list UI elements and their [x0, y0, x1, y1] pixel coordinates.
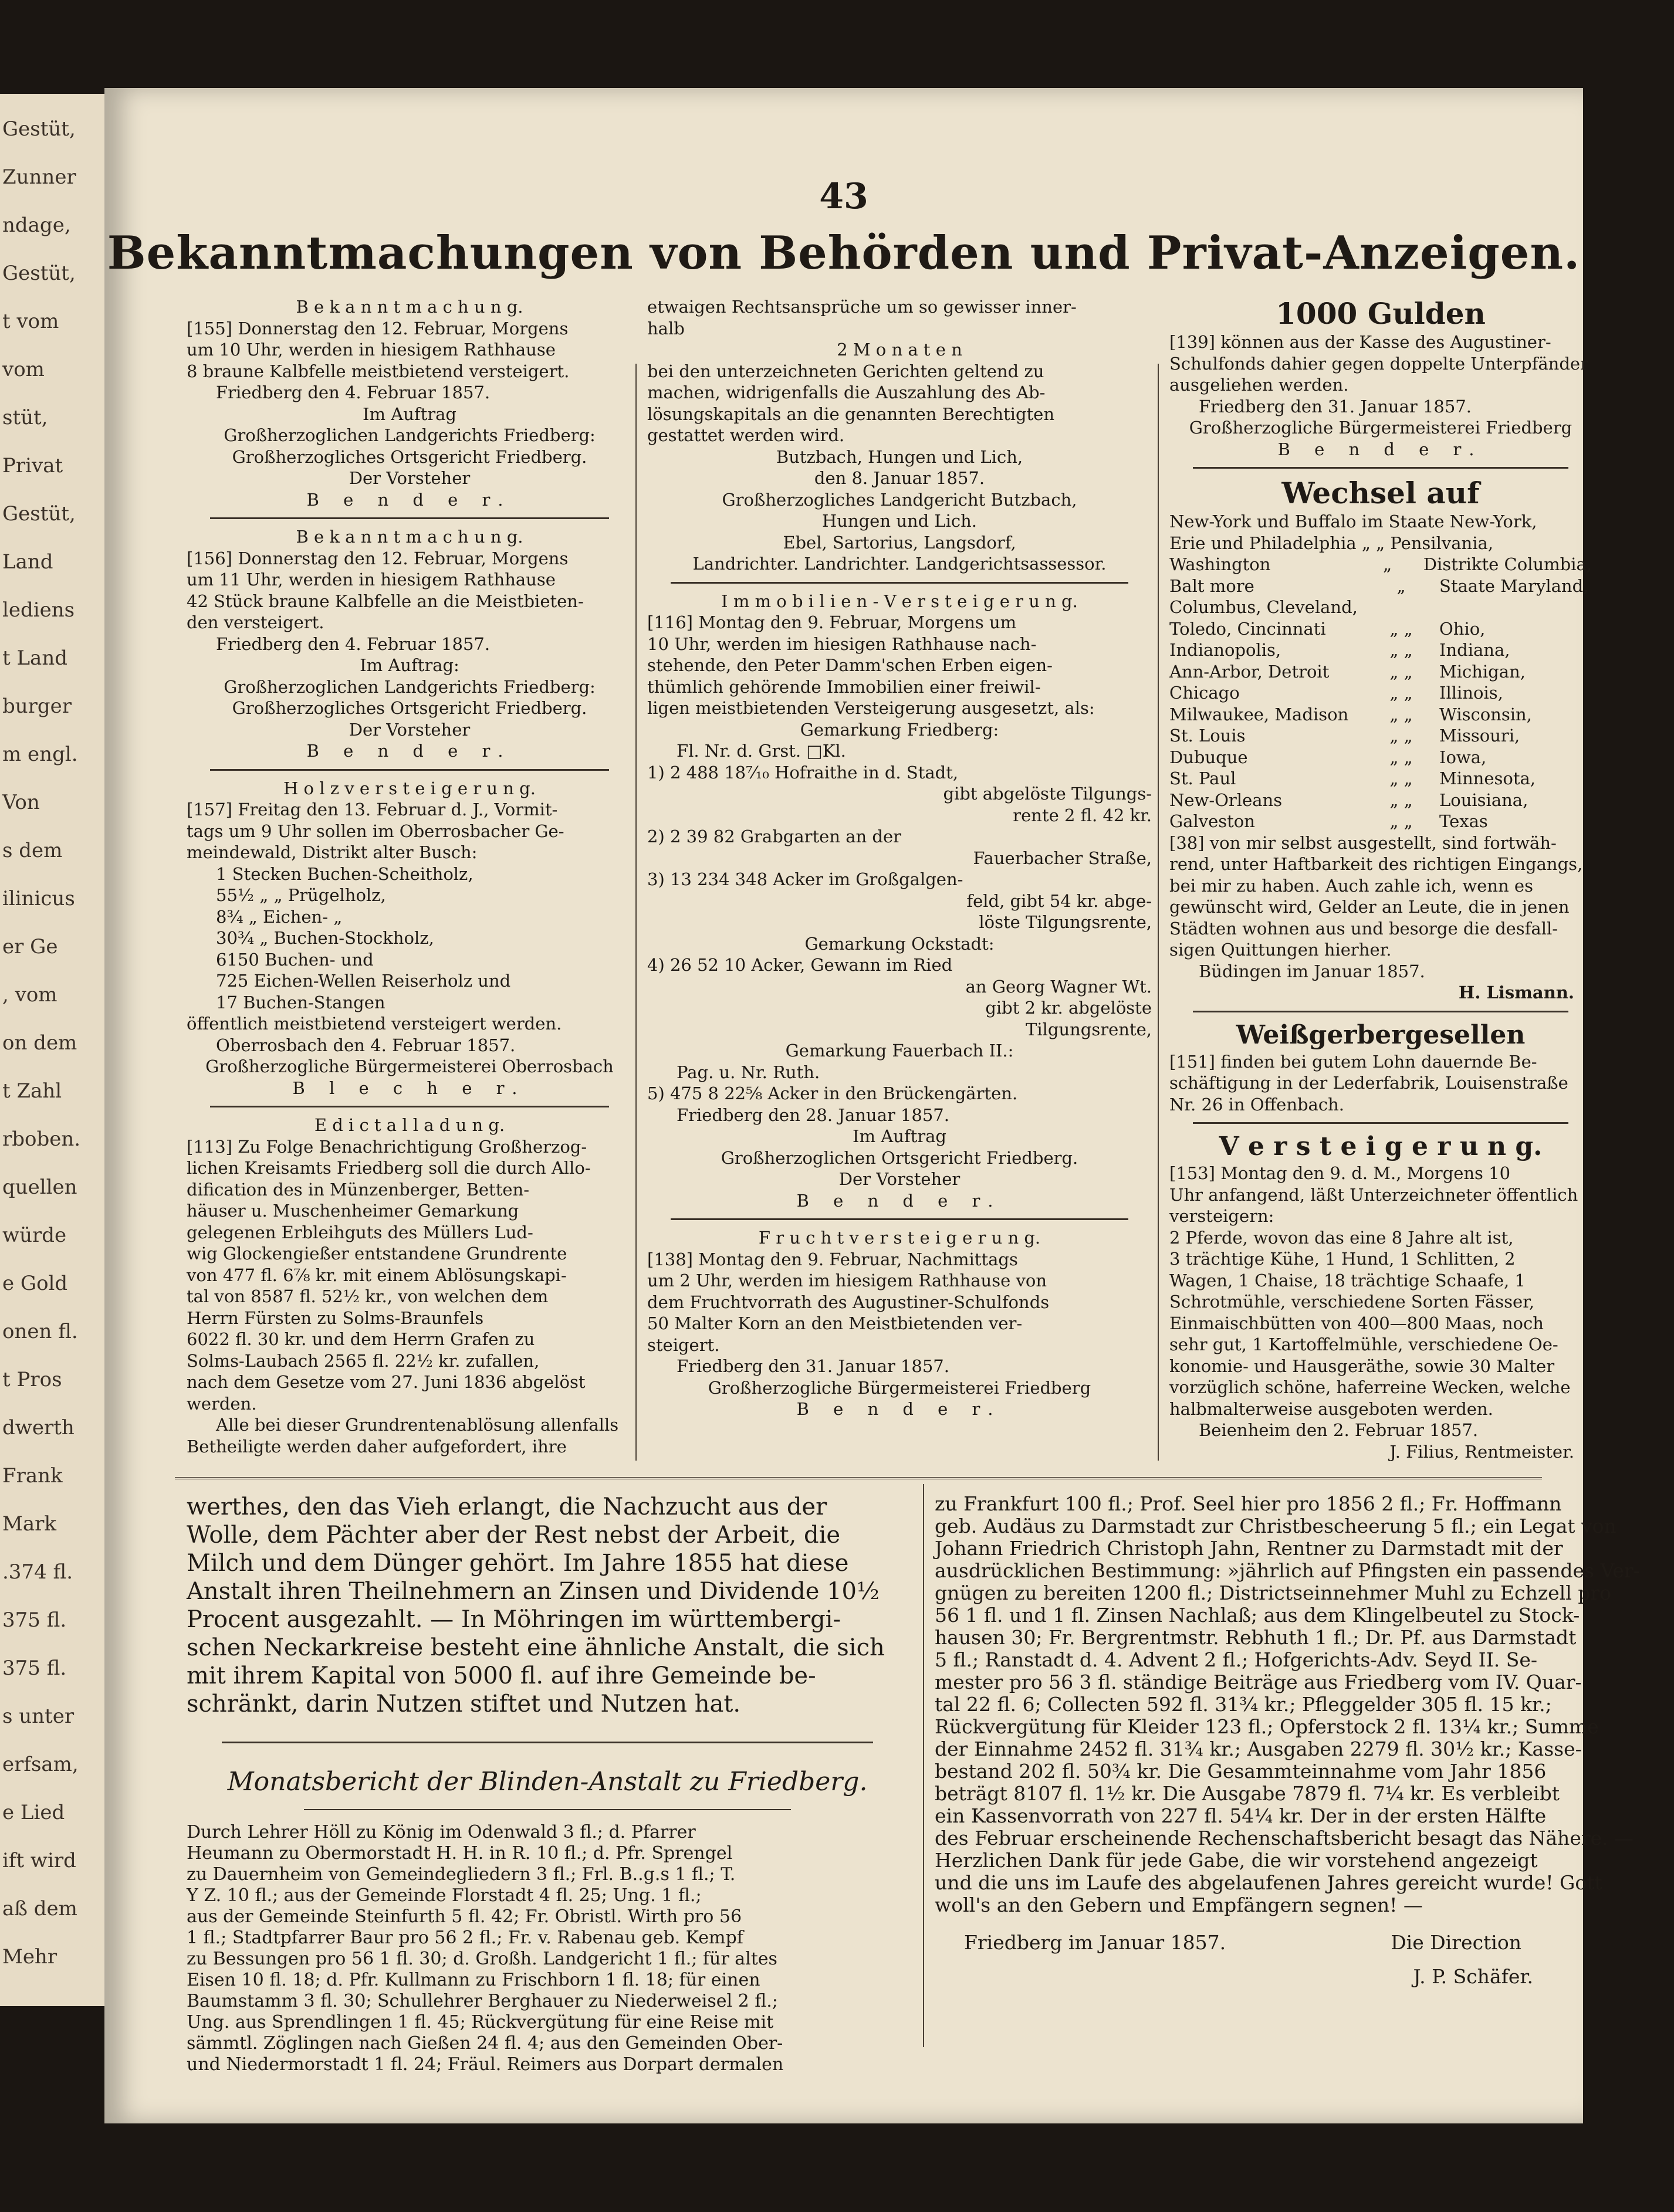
text-line: Der Vorsteher	[838, 1169, 961, 1189]
text-line: 1 Stecken Buchen-Scheitholz,	[216, 863, 474, 884]
text-line: vorzüglich schöne, haferreine Wecken, welche	[1169, 1377, 1571, 1397]
text-line: bei mir zu haben. Auch zahle ich, wenn es	[1169, 875, 1533, 896]
margin-fragment: Frank	[2, 1464, 63, 1488]
margin-fragment: on dem	[2, 1031, 77, 1055]
text-line: 1 fl.; Stadtpfarrer Baur pro 56 2 fl.; Fr. v. Rabenau geb. Kempf	[187, 1928, 743, 1948]
divider	[1193, 1122, 1568, 1124]
text-line: Friedberg den 4. Februar 1857.	[216, 634, 491, 654]
text-line: [139] können aus der Kasse des Augustiner-	[1169, 332, 1551, 352]
text-line: Ebel, Sartorius, Langsdorf,	[783, 532, 1016, 553]
text-line: häuser u. Muschenheimer Gemarkung	[187, 1201, 519, 1221]
margin-fragment: .374 fl.	[2, 1560, 73, 1584]
text-line: 10 Uhr, werden im hiesigen Rathhause nach-	[647, 634, 1037, 654]
text-line: Im Auftrag:	[360, 655, 459, 675]
exchange-row	[1169, 704, 1592, 726]
text-line: Uhr anfangend, läßt Unterzeichneter öffentlich	[1169, 1184, 1578, 1205]
wechsel-heading: Wechsel auf	[1281, 476, 1480, 510]
text-line: aus der Gemeinde Steinfurth 5 fl. 42; Fr. Obristl. Wirth pro 56	[187, 1906, 742, 1927]
text-line: Durch Lehrer Höll zu König im Odenwald 3 fl.; d. Pfarrer	[187, 1822, 696, 1842]
exchange-state: Louisiana,	[1439, 790, 1528, 810]
exchange-place: Columbus, Cleveland,	[1169, 597, 1358, 617]
margin-fragment: t vom	[2, 310, 59, 333]
text-line: rente 2 fl. 42 kr.	[1013, 805, 1152, 825]
text-line: [113] Zu Folge Benachrichtigung Großherzog-	[187, 1136, 587, 1157]
margin-fragment: s dem	[2, 839, 63, 862]
text-line: um 10 Uhr, werden in hiesigem Rathhause	[187, 340, 556, 360]
text-line: Wolle, dem Pächter aber der Rest nebst der Arbeit, die	[187, 1522, 841, 1549]
text-line: Großherzogliches Ortsgericht Friedberg.	[232, 446, 587, 467]
text-line: öffentlich meistbietend versteigert werden.	[187, 1014, 562, 1034]
text-line: schäftigung in der Lederfabrik, Louisenstraße	[1169, 1073, 1568, 1093]
margin-fragment: burger	[2, 695, 72, 718]
text-line: an Georg Wagner Wt.	[965, 976, 1152, 997]
bottom-left-column	[187, 1493, 908, 2075]
margin-fragment: Mark	[2, 1512, 56, 1536]
text-line: hausen 30; Fr. Bergrentmstr. Rebhuth 1 fl.; Dr. Pf. aus Darmstadt	[935, 1626, 1577, 1649]
text-line: sämmtl. Zöglingen nach Gießen 24 fl. 4; aus den Gemeinden Ober-	[187, 2033, 783, 2054]
text-line: schränkt, darin Nutzen stiftet und Nutzen hat.	[187, 1691, 741, 1718]
ditto-marks: „ „	[1389, 683, 1413, 703]
adjacent-page-edge	[0, 94, 110, 2006]
text-line: Friedberg den 31. Januar 1857.	[677, 1356, 949, 1376]
ditto-marks: „ „	[1389, 640, 1413, 660]
text-line: Oberrosbach den 4. Februar 1857.	[216, 1035, 516, 1055]
text-line: 725 Eichen-Wellen Reiserholz und	[216, 971, 511, 991]
margin-fragment: Mehr	[2, 1945, 58, 1969]
text-line: Schulfonds dahier gegen doppelte Unterpfänder	[1169, 353, 1588, 374]
exchange-row	[1169, 811, 1592, 832]
signature: Die Direction	[1391, 1931, 1521, 1954]
text-line: [153] Montag den 9. d. M., Morgens 10	[1169, 1163, 1511, 1183]
text-line: [138] Montag den 9. Februar, Nachmittags	[647, 1249, 1018, 1269]
text-line: Großherzogliche Bürgermeisterei Oberrosbach	[205, 1056, 614, 1076]
text-line: Heumann zu Obermorstadt H. H. in R. 10 fl.; d. Pfr. Sprengel	[187, 1843, 733, 1864]
text-line: Friedberg den 4. Februar 1857.	[216, 382, 491, 402]
margin-fragment: Privat	[2, 454, 63, 477]
margin-fragment: ilinicus	[2, 887, 75, 910]
text-line: der Einnahme 2452 fl. 31¾ kr.; Ausgaben 2279 fl. 30½ kr.; Kasse-	[935, 1737, 1582, 1760]
text-line: Baumstamm 3 fl. 30; Schullehrer Berghauer zu Niederweisel 2 fl.;	[187, 1991, 778, 2011]
margin-fragment: vom	[2, 358, 45, 381]
exchange-place: St. Louis	[1169, 726, 1246, 746]
margin-fragment: ndage,	[2, 214, 71, 237]
text-line: Erie und Philadelphia „ „ Pensilvania,	[1169, 533, 1493, 553]
ditto-marks: „ „	[1389, 747, 1413, 767]
date-line: Friedberg den 31. Januar 1857.	[1199, 396, 1472, 416]
text-line: E d i c t a l l a d u n g.	[314, 1115, 505, 1135]
text-line: Einmaischbütten von 400—800 Maas, noch	[1169, 1313, 1544, 1333]
exchange-state: Minnesota,	[1439, 768, 1536, 788]
text-line: 3 trächtige Kühe, 1 Hund, 1 Schlitten, 2	[1169, 1249, 1516, 1269]
newspaper-page	[104, 88, 1640, 2123]
text-line: F r u c h t v e r s t e i g e r u n g.	[758, 1228, 1041, 1248]
text-line: Solms-Laubach 2565 fl. 22½ kr. zufallen,	[187, 1350, 540, 1371]
text-line: 56 1 fl. und 1 fl. Zinsen Nachlaß; aus dem Klingelbeutel zu Stock-	[935, 1604, 1580, 1627]
column-divider	[635, 364, 637, 1461]
text-line: Großherzoglichen Ortsgericht Friedberg.	[721, 1147, 1078, 1168]
text-line: geb. Audäus zu Darmstadt zur Christbescheerung 5 fl.; ein Legat von	[935, 1515, 1616, 1537]
text-line: Y Z. 10 fl.; aus der Gemeinde Florstadt 4 fl. 25; Ung. 1 fl.;	[187, 1885, 702, 1906]
text-line: Großherzoglichen Landgerichts Friedberg:	[224, 676, 596, 697]
text-line: 30¾ „ Buchen-Stockholz,	[216, 928, 434, 948]
text-line: Gemarkung Friedberg:	[800, 719, 999, 740]
text-line: Wagen, 1 Chaise, 18 trächtige Schaafe, 1	[1169, 1270, 1526, 1290]
margin-fragment: aß dem	[2, 1897, 77, 1920]
exchange-place: New-Orleans	[1169, 790, 1283, 810]
text-line: gewünscht wird, Gelder an Leute, die in jenen	[1169, 897, 1570, 917]
text-line: gestattet werden wird.	[647, 425, 845, 445]
text-line: gelegenen Erbleihguts des Müllers Lud-	[187, 1222, 533, 1242]
text-line: wig Glockengießer entstandene Grundrente	[187, 1244, 567, 1263]
margin-fragment: e Lied	[2, 1801, 65, 1824]
text-line: Im Auftrag	[363, 404, 456, 424]
margin-fragment: rboben.	[2, 1127, 81, 1151]
text-line: zu Frankfurt 100 fl.; Prof. Seel hier pro 1856 2 fl.; Fr. Hoffmann	[935, 1492, 1562, 1515]
margin-fragment: Land	[2, 550, 53, 574]
text-line: Milch und dem Dünger gehört. Im Jahre 1855 hat diese	[187, 1550, 849, 1577]
exchange-state: Michigan,	[1439, 661, 1526, 682]
ditto-marks	[1363, 597, 1439, 618]
text-line: meindewald, Distrikt alter Busch:	[187, 842, 478, 862]
margin-fragment: Gestüt,	[2, 262, 76, 285]
text-line: etwaigen Rechtsansprüche um so gewisser inner-	[647, 297, 1077, 317]
text-line: 2 M o n a t e n	[837, 340, 962, 360]
text-line: Herrn Fürsten zu Solms-Braunfels	[187, 1307, 484, 1328]
column-divider	[923, 1484, 924, 2047]
text-line: B e n d e r.	[306, 741, 513, 761]
text-line: 5 fl.; Ranstadt d. 4. Advent 2 fl.; Hofgerichts-Adv. Seyd II. Se-	[935, 1648, 1537, 1671]
text-line: Großherzogliche Bürgermeisterei Friedberg	[708, 1377, 1091, 1398]
text-line: sigen Quittungen hierher.	[1169, 940, 1392, 960]
text-line: gibt abgelöste Tilgungs-	[943, 784, 1152, 804]
exchange-state: Missouri,	[1439, 726, 1520, 746]
divider	[671, 1218, 1128, 1220]
text-line: mit ihrem Kapital von 5000 fl. auf ihre Gemeinde be-	[187, 1662, 816, 1689]
ditto-marks: „ „	[1389, 618, 1413, 639]
ditto-marks: „ „	[1389, 790, 1413, 810]
text-line: und Niedermorstadt 1 fl. 24; Fräul. Reimers aus Dorpart dermalen	[187, 2054, 784, 2075]
margin-fragment: lediens	[2, 598, 75, 622]
exchange-state: Distrikte Columbia,	[1423, 554, 1592, 574]
exchange-row	[1169, 618, 1592, 640]
versteigerung-heading: V e r s t e i g e r u n g.	[1219, 1132, 1543, 1161]
column-2	[647, 296, 1152, 1420]
text-line: zu Bessungen pro 56 1 fl. 30; d. Großh. Landgericht 1 fl.; für altes	[187, 1949, 777, 1969]
date-line: Beienheim den 2. Februar 1857.	[1199, 1420, 1479, 1440]
text-line: löste Tilgungsrente,	[979, 912, 1152, 932]
text-line: Alle bei dieser Grundrentenablösung allenfalls	[216, 1415, 619, 1435]
text-line: Procent ausgezahlt. — In Möhringen im württembergi-	[187, 1606, 841, 1633]
margin-fragment: stüt,	[2, 406, 48, 429]
divider	[210, 517, 609, 519]
text-line: werthes, den das Vieh erlangt, die Nachzucht aus der	[187, 1493, 827, 1520]
exchange-state: Iowa,	[1439, 747, 1487, 767]
text-line: 1) 2 488 18⁷⁄₁₀ Hofraithe in d. Stadt,	[647, 762, 959, 783]
text-line: beträgt 8107 fl. 1½ kr. Die Ausgabe 7879 fl. 7¼ kr. Es verbleibt	[935, 1782, 1560, 1805]
text-line: machen, widrigenfalls die Auszahlung des Ab-	[647, 382, 1046, 402]
text-line: Butzbach, Hungen und Lich,	[776, 446, 1023, 467]
text-line: Pag. u. Nr. Ruth.	[677, 1062, 820, 1082]
text-line: Schrotmühle, verschiedene Sorten Fässer,	[1169, 1292, 1535, 1312]
text-line: von 477 fl. 6⅞ kr. mit einem Ablösungskapi-	[187, 1265, 567, 1285]
text-line: den versteigert.	[187, 612, 324, 632]
text-line: gnügen zu bereiten 1200 fl.; Districtseinnehmer Muhl zu Echzell pro	[935, 1581, 1612, 1604]
text-line: gibt 2 kr. abgelöste	[985, 998, 1152, 1018]
text-line: ausgeliehen werden.	[1169, 375, 1349, 395]
text-line: Großherzogliches Landgericht Butzbach,	[722, 489, 1077, 510]
text-line: Eisen 10 fl. 18; d. Pfr. Kullmann zu Frischborn 1 fl. 18; für einen	[187, 1970, 760, 1990]
margin-fragment: er Ge	[2, 935, 58, 958]
divider	[671, 582, 1128, 584]
column-1	[187, 296, 633, 1457]
text-line: [157] Freitag den 13. Februar d. J., Vormit-	[187, 800, 558, 819]
exchange-row	[1169, 790, 1592, 811]
text-line: B l e c h e r.	[292, 1078, 527, 1098]
text-line: Herzlichen Dank für jede Gabe, die wir vorstehend angezeigt	[935, 1849, 1538, 1872]
text-line: Landrichter. Landrichter. Landgerichtsassessor.	[692, 554, 1107, 574]
text-line: B e k a n n t m a c h u n g.	[296, 527, 523, 547]
text-line: um 11 Uhr, werden in hiesigem Rathhause	[187, 570, 556, 590]
text-line: des Februar erscheinende Rechenschaftsbericht besagt das Nähere. —	[935, 1827, 1634, 1849]
text-line: den 8. Januar 1857.	[814, 468, 985, 488]
exchange-row	[1169, 747, 1592, 768]
page-number: 43	[819, 176, 868, 217]
text-line: 8 braune Kalbfelle meistbietend versteigert.	[187, 361, 570, 381]
ditto-marks: „	[1383, 554, 1392, 574]
text-line: bei den unterzeichneten Gerichten geltend zu	[647, 361, 1044, 381]
exchange-state: Staate Maryland,	[1439, 575, 1589, 596]
divider	[304, 1809, 791, 1810]
text-line: feld, gibt 54 kr. abge-	[966, 890, 1152, 911]
exchange-place: Galveston	[1169, 811, 1255, 831]
text-line: Städten wohnen aus und besorge die desfall-	[1169, 918, 1558, 939]
text-line: steigert.	[647, 1334, 720, 1355]
text-line: ligen meistbietenden Versteigerung ausgesetzt, als:	[647, 698, 1095, 718]
text-line: 6022 fl. 30 kr. und dem Herrn Grafen zu	[187, 1329, 535, 1349]
margin-fragment: onen fl.	[2, 1320, 78, 1343]
text-line: Im Auftrag	[853, 1126, 946, 1146]
date-line: Friedberg im Januar 1857.	[964, 1931, 1226, 1954]
text-line: tal von 8587 fl. 52½ kr., von welchen dem	[187, 1286, 549, 1306]
text-line: Betheiligte werden daher aufgefordert, ihre	[187, 1436, 567, 1456]
text-line: schen Neckarkreise besteht eine ähnliche Anstalt, die sich	[187, 1634, 885, 1661]
margin-fragment: t Pros	[2, 1368, 62, 1391]
signature: Großherzogliche Bürgermeisterei Friedberg	[1189, 418, 1572, 438]
text-line: Fauerbacher Straße,	[973, 848, 1152, 868]
text-line: 42 Stück braune Kalbfelle an die Meistbieten-	[187, 591, 584, 611]
margin-fragment: , vom	[2, 983, 58, 1007]
text-line: 6150 Buchen- und	[216, 949, 374, 970]
text-line: 8¾ „ Eichen- „	[216, 906, 343, 927]
margin-fragment: dwerth	[2, 1416, 75, 1439]
text-line: Rückvergütung für Kleider 123 fl.; Opferstock 2 fl. 13¼ kr.; Summe	[935, 1715, 1599, 1738]
text-line: 2 Pferde, wovon das eine 8 Jahre alt ist,	[1169, 1227, 1514, 1248]
section-divider	[175, 1477, 1542, 1479]
exchange-row	[1169, 768, 1592, 790]
text-line: B e n d e r.	[796, 1190, 1003, 1211]
ditto-marks: „ „	[1389, 811, 1413, 831]
text-line: [156] Donnerstag den 12. Februar, Morgens	[187, 548, 569, 568]
column-divider	[1158, 364, 1159, 1461]
exchange-row	[1169, 554, 1592, 575]
text-line: 2) 2 39 82 Grabgarten an der	[647, 826, 901, 846]
text-line: dification des in Münzenberger, Betten-	[187, 1179, 530, 1200]
gulden-heading: 1000 Gulden	[1276, 296, 1486, 331]
text-line: dem Fruchtvorrath des Augustiner-Schulfonds	[647, 1292, 1050, 1312]
divider	[1193, 467, 1568, 469]
exchange-row	[1169, 639, 1592, 661]
ditto-marks: „ „	[1389, 726, 1413, 746]
text-line: thümlich gehörende Immobilien einer freiwil-	[647, 676, 1041, 697]
text-line: Gemarkung Ockstadt:	[804, 933, 995, 954]
divider	[222, 1742, 873, 1743]
exchange-place: Washington	[1169, 554, 1271, 574]
exchange-place: Balt more	[1169, 575, 1254, 596]
exchange-place: Dubuque	[1169, 747, 1248, 767]
text-line: B e k a n n t m a c h u n g.	[296, 297, 523, 317]
date-line: Büdingen im Januar 1857.	[1199, 961, 1425, 981]
exchange-state: Texas	[1439, 811, 1488, 831]
text-line: [155] Donnerstag den 12. Februar, Morgens	[187, 318, 569, 338]
text-line: B e n d e r.	[796, 1399, 1003, 1419]
text-line: ein Kassenvorrath von 227 fl. 54¼ kr. Der in der ersten Hälfte	[935, 1804, 1547, 1827]
text-line: tal 22 fl. 6; Collecten 592 fl. 31¾ kr.; Pfleggelder 305 fl. 15 kr.;	[935, 1693, 1552, 1716]
ditto-marks: „ „	[1389, 704, 1413, 724]
margin-fragment: Zunner	[2, 165, 76, 189]
text-line: zu Dauernheim von Gemeindegliedern 3 fl.; Frl. B..g.s 1 fl.; T.	[187, 1864, 736, 1885]
text-line: 55½ „ „ Prügelholz,	[216, 885, 386, 905]
divider	[210, 769, 609, 771]
signature-name: H. Lismann.	[1458, 983, 1574, 1002]
margin-fragment: 375 fl.	[2, 1608, 67, 1632]
text-line: Nr. 26 in Offenbach.	[1169, 1094, 1344, 1115]
margin-fragment: ift wird	[2, 1849, 76, 1872]
text-line: [116] Montag den 9. Februar, Morgens um	[647, 612, 1017, 632]
text-line: Großherzoglichen Landgerichts Friedberg:	[224, 425, 596, 445]
page-title: Bekanntmachungen von Behörden und Privat-Anzeigen.	[107, 226, 1581, 280]
text-line: Gemarkung Fauerbach II.:	[785, 1041, 1014, 1061]
margin-fragment: Gestüt,	[2, 117, 76, 141]
text-line: halb	[647, 318, 685, 338]
exchange-row	[1169, 725, 1592, 747]
text-line: sehr gut, 1 Kartoffelmühle, verschiedene Oe-	[1169, 1334, 1558, 1354]
exchange-row	[1169, 597, 1592, 618]
exchange-place: Toledo, Cincinnati	[1169, 618, 1326, 639]
signature-name: J. P. Schäfer.	[1413, 1965, 1533, 1988]
exchange-row	[1169, 682, 1592, 704]
divider	[1193, 1011, 1568, 1012]
text-line: H o l z v e r s t e i g e r u n g.	[283, 778, 536, 798]
margin-fragment: erfsam,	[2, 1753, 79, 1776]
text-line: mester pro 56 3 fl. ständige Beiträge aus Friedberg vom IV. Quar-	[935, 1671, 1582, 1693]
text-line: Tilgungsrente,	[1026, 1019, 1152, 1039]
text-line: Der Vorsteher	[349, 468, 471, 488]
ditto-marks: „ „	[1389, 661, 1413, 682]
exchange-state: Wisconsin,	[1439, 704, 1532, 724]
report-heading: Monatsbericht der Blinden-Anstalt zu Friedberg.	[227, 1767, 868, 1797]
text-line: lösungskapitals an die genannten Berechtigten	[647, 404, 1055, 424]
margin-fragment: m engl.	[2, 743, 78, 766]
text-line: und die uns im Laufe des abgelaufenen Jahres gereicht wurde! Gott	[935, 1871, 1602, 1894]
bottom-right-column	[935, 1492, 1640, 1988]
signature-name: B e n d e r.	[1277, 439, 1484, 459]
text-line: Fl. Nr. d. Grst. □Kl.	[677, 741, 846, 761]
column-3	[1169, 296, 1592, 1462]
exchange-place: Milwaukee, Madison	[1169, 704, 1349, 724]
text-line: bestand 202 fl. 50¾ kr. Die Gesammteinnahme vom Jahr 1856	[935, 1760, 1547, 1783]
margin-fragment: e Gold	[2, 1272, 68, 1295]
text-line: Hungen und Lich.	[821, 511, 978, 531]
text-line: Großherzogliches Ortsgericht Friedberg.	[232, 698, 587, 718]
text-line: um 2 Uhr, werden im hiesigem Rathhause von	[647, 1271, 1047, 1290]
margin-fragment: s unter	[2, 1705, 75, 1728]
ditto-marks: „	[1396, 575, 1406, 596]
text-line: 3) 13 234 348 Acker im Großgalgen-	[647, 869, 963, 889]
text-line: tags um 9 Uhr sollen im Oberrosbacher Ge-	[187, 821, 564, 841]
text-line: Friedberg den 28. Januar 1857.	[677, 1105, 949, 1125]
text-line: woll's an den Gebern und Empfängern segnen! —	[935, 1893, 1423, 1916]
signature-name: J. Filius, Rentmeister.	[1389, 1441, 1574, 1462]
margin-fragment: würde	[2, 1224, 67, 1247]
margin-fragment: quellen	[2, 1176, 77, 1199]
text-line: Johann Friedrich Christoph Jahn, Rentner zu Darmstadt mit der	[935, 1537, 1563, 1560]
text-line: rend, unter Haftbarkeit des richtigen Eingangs,	[1169, 854, 1583, 874]
margin-fragment: 375 fl.	[2, 1657, 67, 1680]
text-line: 50 Malter Korn an den Meistbietenden ver-	[647, 1313, 1023, 1333]
ditto-marks: „ „	[1389, 768, 1413, 788]
margin-fragment: Gestüt,	[2, 502, 76, 526]
text-line: Anstalt ihren Theilnehmern an Zinsen und Dividende 10½	[187, 1578, 880, 1605]
exchange-state: Indiana,	[1439, 640, 1510, 660]
text-line: 5) 475 8 22⅝ Acker in den Brückengärten.	[647, 1083, 1018, 1103]
text-line: lichen Kreisamts Friedberg soll die durch Allo-	[187, 1158, 591, 1178]
exchange-row	[1169, 661, 1592, 683]
exchange-state: Illinois,	[1439, 683, 1503, 703]
exchange-place: Indianopolis,	[1169, 640, 1281, 660]
text-line: halbmalterweise ausgeboten werden.	[1169, 1398, 1493, 1419]
text-line: nach dem Gesetze vom 27. Juni 1836 abgelöst	[187, 1372, 586, 1392]
text-line: I m m o b i l i e n - V e r s t e i g e r u n g.	[721, 591, 1078, 611]
divider	[210, 1106, 609, 1107]
exchange-place: Ann-Arbor, Detroit	[1169, 661, 1330, 682]
exchange-row	[1169, 575, 1592, 597]
text-line: konomie- und Hausgeräthe, sowie 30 Malter	[1169, 1356, 1555, 1376]
text-line: 17 Buchen-Stangen	[216, 992, 385, 1012]
margin-fragment: t Zahl	[2, 1079, 62, 1103]
text-line: stehende, den Peter Damm'schen Erben eigen-	[647, 655, 1053, 675]
exchange-place: St. Paul	[1169, 768, 1236, 788]
exchange-place: Chicago	[1169, 683, 1240, 703]
text-line: Ung. aus Sprendlingen 1 fl. 45; Rückvergütung für eine Reise mit	[187, 2012, 774, 2033]
text-line: New-York und Buffalo im Staate New-York,	[1169, 511, 1537, 531]
exchange-state: Ohio,	[1439, 618, 1486, 639]
text-line: versteigern:	[1169, 1206, 1274, 1226]
text-line: Der Vorsteher	[349, 719, 471, 740]
text-line: [38] von mir selbst ausgestellt, sind fortwäh-	[1169, 832, 1557, 853]
weissgerber-heading: Weißgerbergesellen	[1236, 1019, 1526, 1050]
text-line: 4) 26 52 10 Acker, Gewann im Ried	[647, 955, 953, 975]
margin-fragment: Von	[2, 791, 40, 814]
margin-fragment: t Land	[2, 646, 67, 670]
text-line: B e n d e r.	[306, 489, 513, 510]
text-line: ausdrücklichen Bestimmung: »jährlich auf Pfingsten ein passendes Ver-	[935, 1559, 1640, 1582]
text-line: [151] finden bei gutem Lohn dauernde Be-	[1169, 1051, 1537, 1072]
text-line: werden.	[187, 1393, 257, 1414]
